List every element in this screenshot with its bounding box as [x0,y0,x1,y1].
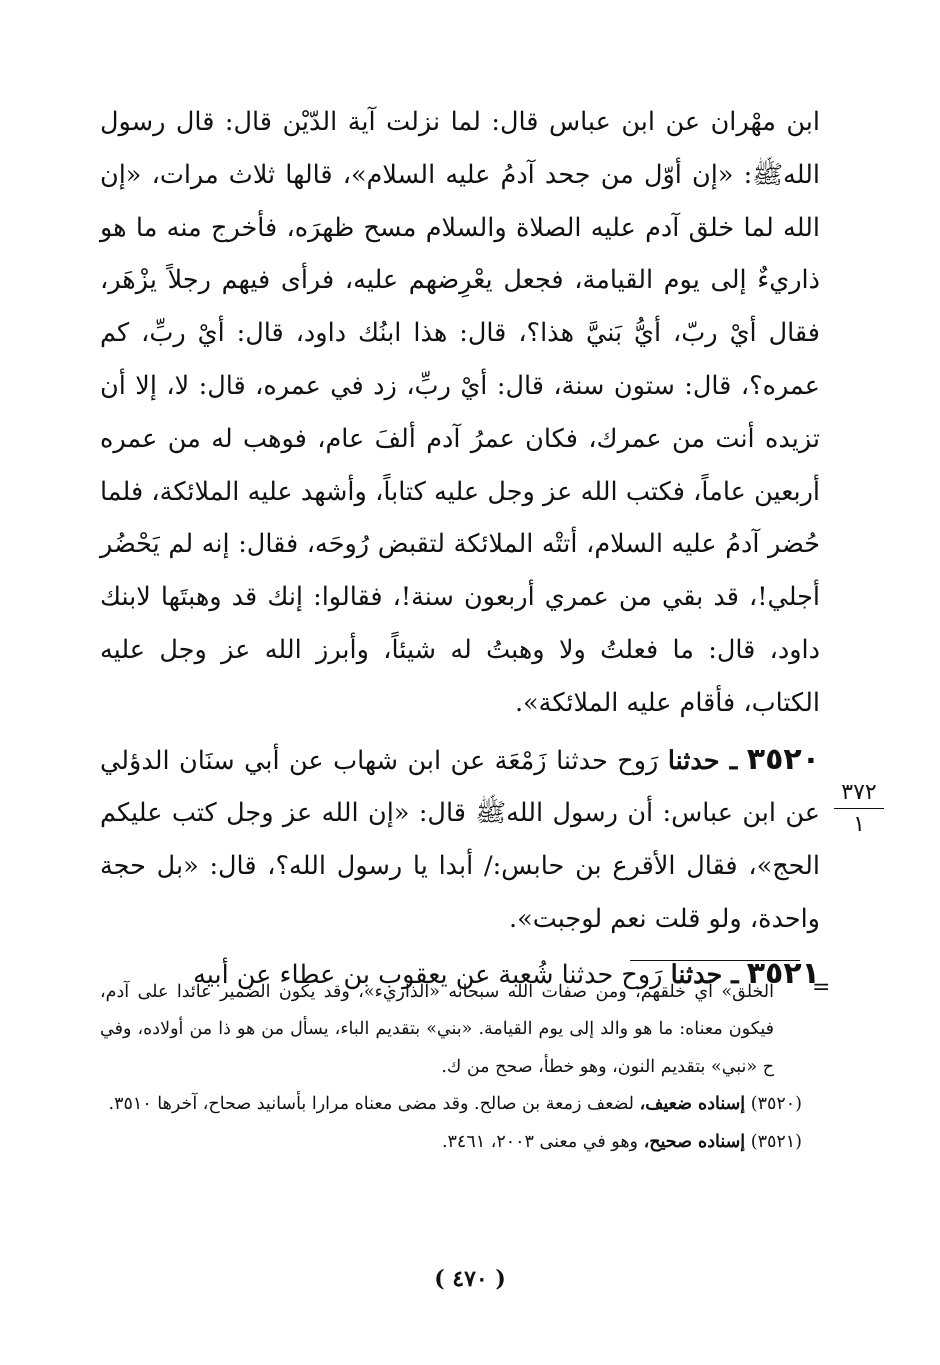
footnote-grade: إسناده ضعيف، [639,1094,746,1115]
margin-ref-bottom: ١ [853,812,865,837]
footnote-continuation: الخلق» أي خلقهم، ومن صفات الله سبحانه «الذاريء»، وقد يكون الضمير عائدا على آدم، فيكون معناه: ما هو والد إلى يوم القيامة. «بني» بتقديم الباء، يسأل من هو ذا من أولاده، وفي ح «نبي» بتقديم النون، وهو خطأ، صحح من ك. [100,982,774,1077]
footnote-continuation-marker: = [812,975,831,1000]
footnote-text: لضعف زمعة بن صالح. وقد مضى معناه مرارا بأسانيد صحاح، آخرها ٣٥١٠. [108,1094,635,1115]
main-text-block [100,96,820,1002]
intro-paragraph: ابن مهْران عن ابن عباس قال: لما نزلت آية الدّيْن قال: قال رسول اللهﷺ: «إن أوّل من جحد آدمُ عليه السلام»، قالها ثلاث مرات، «إن الله لما خلق آدم عليه الصلاة والسلام مسح ظهرَه، فأخرج منه ما هو ذاريءٌ إلى يوم القيامة، فجعل يعْرِضهم عليه، فرأى فيهم رجلاً يزْهَر، فقال أيْ ربّ، أيُّ بَنيَّ هذا؟، قال: هذا ابنُك داود، قال: أيْ ربِّ، كم عمره؟، قال: ستون سنة، قال: أيْ ربِّ، زد في عمره، قال: لا، إلا أن تزيده أنت من عمرك، فكان عمرُ آدم ألفَ عام، فوهب له من عمره أربعين عاماً، فكتب الله عز وجل عليه كتاباً، وأشهد عليه الملائكة، فلما حُضر آدمُ عليه السلام، أتتْه الملائكة لتقبض رُوحَه، فقال: إنه لم يَحْضُر أجلي!، قد بقي من عمري أربعون سنة!، فقالوا: إنك قد وهبتَها لابنك داود، قال: ما فعلتُ ولا وهبتُ له شيئاً، وأبرز الله عز وجل عليه الكتاب، فأقام عليه الملائكة». [100,107,821,718]
footnotes-block [100,974,802,1161]
page-number: ( ٤٧٠ ) [434,1266,506,1292]
hadith-number: ٣٥٢١ [746,955,820,991]
footnote-separator [630,960,800,961]
footnote-text: وهو في معنى ٢٠٠٣، ٣٤٦١. [441,1131,638,1152]
hadith-opener: ـ حدثنا [670,959,739,990]
margin-ref-top: ٣٧٢ [834,780,884,809]
footnote-3520 [100,1086,802,1123]
footnote-ref: (٣٥٢٠) [750,1094,802,1115]
footnote-ref: (٣٥٢١) [750,1131,802,1152]
hadith-text: رَوح حدثنا شُعبة عن يعقوب بن عطاء عن أبيه [193,959,663,990]
footnote-3521 [100,1124,802,1161]
hadith-3520-paragraph [100,734,820,946]
footnote-grade: إسناده صحيح، [643,1131,746,1152]
hadith-opener: ـ حدثنا [667,745,738,776]
hadith-number: ٣٥٢٠ [746,741,821,777]
hadith-text: رَوح حدثنا زَمْعَة عن ابن شهاب عن أبي سنَان الدؤلي عن ابن عباس: أن رسول اللهﷺ قال: «إن الله عز وجل كتب عليكم الحج»، فقال الأقرع بن حابس:/ أبدا يا رسول الله؟، قال: «بل حجة واحدة، ولو قلت نعم لوجبت». [100,745,820,934]
margin-volume-page-ref [834,780,884,837]
